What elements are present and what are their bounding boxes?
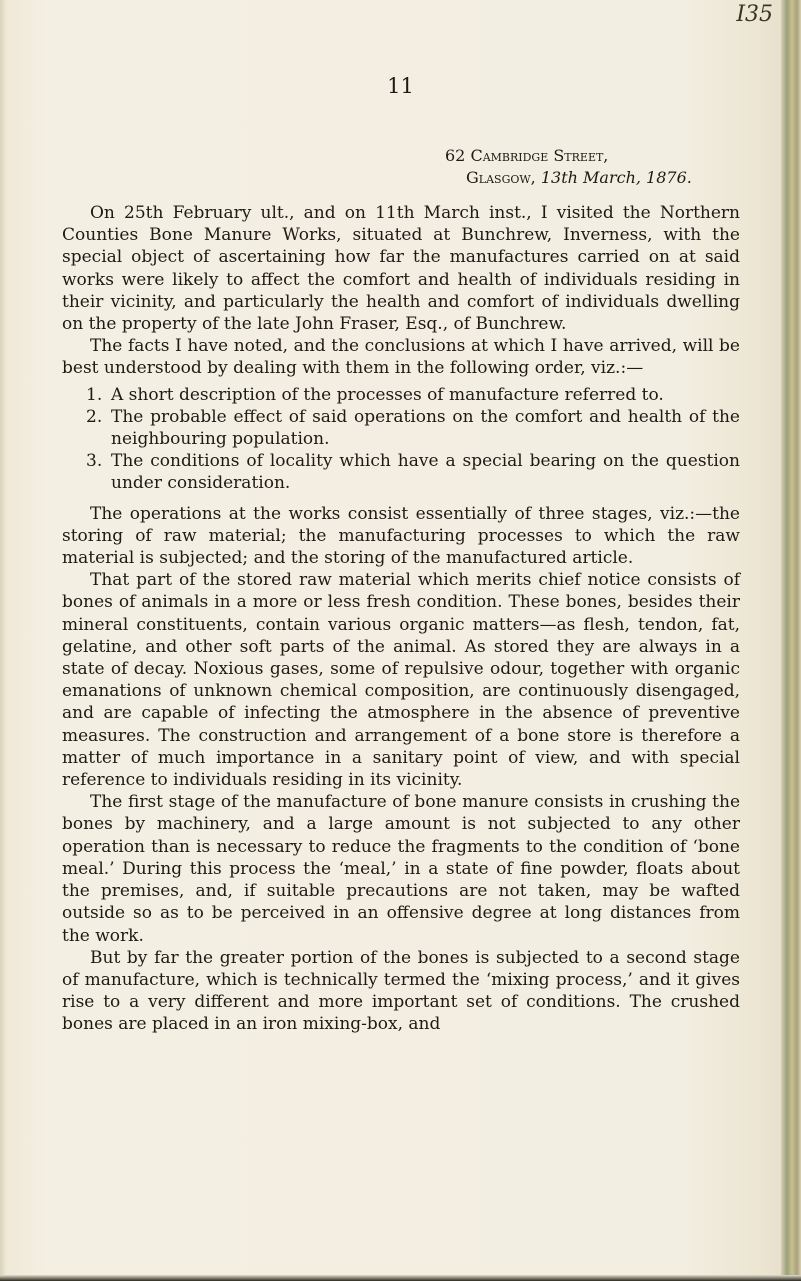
list-item [62,384,740,406]
list-item-number: 3. [86,451,103,472]
handwritten-mark: I35 [736,2,773,27]
address-date: 13th March, 1876. [540,168,692,187]
address-line-2 [466,167,739,189]
intro-paragraph: On 25th February ult., and on 11th March inst., I visited the Northern Counties Bone Manure Works, situated at Bunchrew, Inverness, with the special object of ascertaining how far the manufactures carried on at said works were likely to affect the comfort and health of individuals residing in their vicinity, and particularly the health and comfort of individuals dwelling on the property of the late John Fraser, Esq., of Bunchrew. [62,203,740,335]
list-item-number: 2. [86,406,103,427]
page-bottom-edge [0,1275,801,1281]
address-place: Glasgow, [466,168,536,187]
list-item-number: 1. [86,384,103,405]
letter-body [62,202,740,1036]
list-item [62,406,740,450]
order-paragraph: The facts I have noted, and the conclusions at which I have arrived, will be best understood by dealing with them in the following order, viz.:— [62,336,740,379]
list-item-text: The probable effect of said operations on the comfort and health of the neighbouring population. [111,406,740,450]
list-item [62,450,740,494]
list-item-text: A short description of the processes of manufacture referred to. [111,384,664,405]
list-item-text: The conditions of locality which have a special bearing on the question under consideration. [111,451,740,494]
address-line-1: 62 Cambridge Street, [445,146,609,165]
paragraph-raw-material: That part of the stored raw material which merits chief notice consists of bones of animals in a more or less fresh condition. These bones, besides their mineral constituents, contain various organic matters—as flesh, tendon, fat, gelatine, and other soft parts of the animal. As stored they are always in a state of decay. Noxious gases, some of repulsive odour, together with organic emanations of unknown chemical composition, are continuously disengaged, and are capable of infecting the atmosphere in the absence of preventive measures. The construction and arrangement of a bone store is therefore a matter of much importance in a sanitary point of view, and with special reference to individuals residing in its vicinity. [62,570,740,791]
page-number: 11 [387,74,414,98]
paragraph-first-stage: The first stage of the manufacture of bone manure consists in crushing the bones by machinery, and a large amount is not subjected to any other operation than is necessary to reduce the fragments to the condition of ‘bone meal.’ During this process the ‘meal,’ in a state of fine powder, floats about the premises, and, if suitable precautions are not taken, may be wafted outside so as to be perceived in an offensive degree at long distances from the work. [62,792,740,946]
paragraph-operations: The operations at the works consist essentially of three stages, viz.:—the storing of raw material; the manufacturing processes to which the raw material is subjected; and the storing of the manufactured article. [62,503,740,569]
numbered-list [62,384,740,495]
book-spine-edge [781,0,801,1281]
paragraph-second-stage: But by far the greater portion of the bones is subjected to a second stage of manufacture, which is technically termed the ‘mixing process,’ and it gives rise to a very different and more important set of conditions. The crushed bones are placed in an iron mixing-box, and [62,947,740,1035]
page-left-edge [0,0,6,1281]
